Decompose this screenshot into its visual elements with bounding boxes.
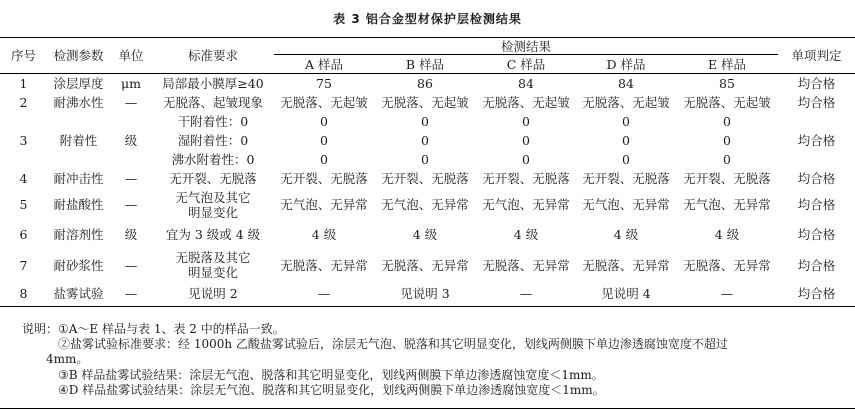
requirement-line: 无气泡及其它 (175, 189, 251, 205)
row-parameter: 涂层厚度 (53, 75, 104, 91)
row-unit: μm (121, 75, 141, 91)
cell-sample-a: 75 (316, 75, 332, 91)
row-parameter: 盐雾试验 (47, 282, 110, 307)
table-notes (0, 319, 855, 409)
requirement-line: 明显变化 (187, 204, 238, 220)
cell-sample-a: 0 (320, 132, 328, 148)
cell-sample-d: 无开裂、无脱落 (582, 171, 670, 186)
table-row (0, 189, 855, 221)
cell-sample-e: 无气泡、无异常 (683, 197, 771, 212)
cell-sample-e: 0 (723, 132, 731, 148)
row-requirement: 宜为 3 级或 4 级 (165, 227, 261, 242)
header-sample-d: D 样品 (576, 55, 676, 74)
cell-sample-c: 84 (518, 75, 534, 91)
row-requirement: 湿附着性：0 (177, 132, 249, 148)
header-sample-b: B 样品 (374, 55, 476, 74)
cell-sample-c: 4 级 (513, 227, 539, 242)
cell-sample-a: 0 (320, 113, 328, 129)
cell-sample-b: 无脱落、无起皱 (381, 94, 469, 110)
cell-sample-d: 无脱落、无起皱 (582, 94, 670, 110)
row-parameter: 耐盐酸性 (53, 197, 104, 212)
cell-sample-d: 4 级 (613, 227, 639, 242)
cell-sample-c: 无脱落、无起皱 (482, 94, 570, 110)
cell-sample-e: 0 (723, 113, 731, 129)
note-4: ④D 样品盐雾试验结果：涂层无气泡、脱落和其它明显变化，划线两侧膜下单边渗透腐蚀宽度＜1mm。 (58, 383, 605, 397)
table-caption: 表 3 铝合金型材保护层检测结果 (333, 12, 522, 26)
row-judgment: 均合格 (797, 132, 836, 148)
cell-sample-c: 0 (522, 132, 530, 148)
header-unit: 单位 (110, 38, 152, 74)
row-requirement (152, 189, 274, 221)
row-index: 7 (19, 257, 28, 273)
cell-sample-c: 无气泡、无异常 (482, 197, 570, 212)
row-judgment: 均合格 (797, 257, 836, 273)
header-sample-a: A 样品 (274, 55, 374, 74)
cell-sample-b: 86 (417, 75, 433, 91)
row-unit: 级 (124, 227, 138, 242)
header-sample-c: C 样品 (476, 55, 576, 74)
table-row (0, 74, 855, 93)
header-results: 检测结果 (274, 38, 778, 55)
notes-prefix: 说明： (22, 322, 59, 336)
header-sample-e: E 样品 (676, 55, 778, 74)
requirement-line: 明显变化 (187, 265, 238, 280)
requirement-line: 无脱落及其它 (175, 250, 251, 265)
table-row (0, 221, 855, 249)
cell-sample-b: 见说明 3 (374, 282, 476, 307)
row-index: 1 (19, 75, 28, 91)
row-requirement: 见说明 2 (152, 282, 274, 307)
note-2: ②盐雾试验标准要求：经 1000h 乙酸盐雾试验后，涂层无气泡、脱落和其它明显变化，划线两侧膜下单边渗透腐蚀宽度不超过 (58, 337, 728, 351)
cell-sample-c: 无脱落、无异常 (482, 257, 570, 273)
table-row (0, 249, 855, 282)
cell-sample-a: 无气泡、无异常 (280, 197, 368, 212)
row-parameter: 耐砂浆性 (53, 257, 104, 273)
table-row (0, 282, 855, 307)
row-judgment: 均合格 (797, 171, 836, 186)
row-parameter: 耐冲击性 (53, 171, 104, 186)
note-3: ③B 样品盐雾试验结果：涂层无气泡、脱落和其它明显变化，划线两侧膜下单边渗透腐蚀宽度＜1mm。 (58, 368, 604, 382)
cell-sample-e: — (676, 282, 778, 307)
row-index: 8 (0, 282, 47, 307)
row-index: 6 (19, 227, 28, 242)
header-index: 序号 (0, 38, 47, 74)
row-requirement (152, 249, 274, 282)
row-index: 4 (19, 171, 28, 186)
cell-sample-d: 无气泡、无异常 (582, 197, 670, 212)
header-judgment: 单项判定 (778, 38, 855, 74)
row-unit: — (124, 197, 138, 212)
table-row (0, 169, 855, 189)
cell-sample-b: 无开裂、无脱落 (381, 171, 469, 186)
cell-sample-a: 4 级 (311, 227, 337, 242)
row-unit: — (124, 257, 138, 273)
row-unit: 级 (124, 132, 138, 148)
row-requirement: 局部最小膜厚≥40 (162, 75, 264, 91)
cell-sample-d: 见说明 4 (576, 282, 676, 307)
cell-sample-a: — (274, 282, 374, 307)
cell-sample-b: 无气泡、无异常 (381, 197, 469, 212)
note-1: ①A～E 样品与表 1、表 2 中的样品一致。 (58, 322, 285, 336)
cell-sample-e: 85 (719, 75, 735, 91)
cell-sample-c: 0 (522, 151, 530, 167)
cell-sample-d: 0 (622, 132, 630, 148)
cell-sample-e: 无脱落、无起皱 (683, 94, 771, 110)
row-requirement: 无开裂、无脱落 (169, 171, 257, 186)
row-index: 2 (19, 94, 28, 110)
cell-sample-b: 0 (421, 132, 429, 148)
cell-sample-c: 无开裂、无脱落 (482, 171, 570, 186)
row-parameter: 耐溶剂性 (53, 227, 104, 242)
table-row (0, 93, 855, 112)
row-parameter: 附着性 (59, 132, 98, 148)
cell-sample-c: — (476, 282, 576, 307)
row-requirement: 沸水附着性：0 (171, 151, 255, 167)
cell-sample-e: 无开裂、无脱落 (683, 171, 771, 186)
cell-sample-b: 无脱落、无异常 (381, 257, 469, 273)
row-judgment: 均合格 (797, 227, 836, 242)
cell-sample-b: 0 (421, 113, 429, 129)
note-2-continuation: 4mm。 (46, 352, 89, 366)
cell-sample-d: 84 (618, 75, 634, 91)
cell-sample-e: 无脱落、无异常 (683, 257, 771, 273)
row-judgment: 均合格 (778, 282, 855, 307)
cell-sample-d: 0 (622, 151, 630, 167)
cell-sample-a: 无开裂、无脱落 (280, 171, 368, 186)
cell-sample-e: 4 级 (714, 227, 740, 242)
inspection-results-table (0, 37, 855, 307)
row-judgment: 均合格 (797, 197, 836, 212)
row-unit: — (110, 282, 152, 307)
cell-sample-a: 0 (320, 151, 328, 167)
row-judgment: 均合格 (797, 75, 836, 91)
cell-sample-d: 无脱落、无异常 (582, 257, 670, 273)
cell-sample-c: 0 (522, 113, 530, 129)
row-requirement: 无脱落、起皱现象 (162, 94, 263, 110)
table-row (0, 112, 855, 131)
row-index: 3 (19, 132, 28, 148)
cell-sample-a: 无脱落、无异常 (280, 257, 368, 273)
cell-sample-d: 0 (622, 113, 630, 129)
row-parameter: 耐沸水性 (53, 94, 104, 110)
cell-sample-b: 0 (421, 151, 429, 167)
header-parameter: 检测参数 (47, 38, 110, 74)
cell-sample-b: 4 级 (412, 227, 438, 242)
row-judgment: 均合格 (797, 94, 836, 110)
header-requirement: 标准要求 (152, 38, 274, 74)
cell-sample-e: 0 (723, 151, 731, 167)
cell-sample-a: 无脱落、无起皱 (280, 94, 368, 110)
row-index: 5 (19, 197, 28, 212)
row-unit: — (124, 171, 138, 186)
row-unit: — (124, 94, 138, 110)
row-requirement: 干附着性：0 (177, 113, 249, 129)
